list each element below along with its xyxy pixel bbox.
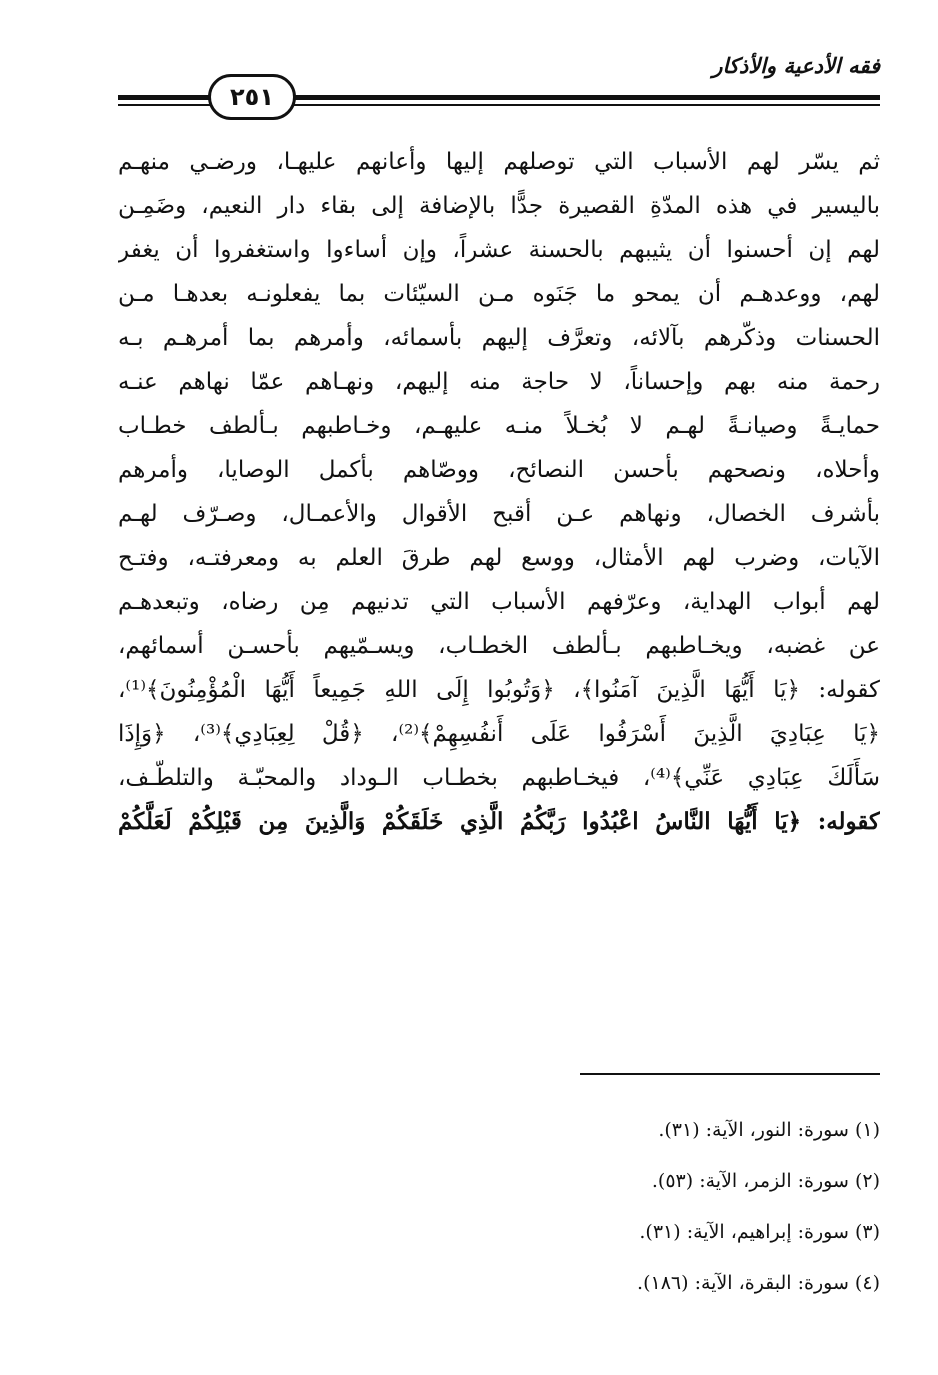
text-line: باليسير في هذه المدّةِ القصيرة جدًّا بالإضافة إلى بقاء دار النعيم، وضَمِـن bbox=[118, 193, 880, 219]
main-text bbox=[118, 140, 880, 844]
text-line: الحسنات وذكّرهم بآلائه، وتعرَّف إليهم بأسمائه، وأمرهم بما أمرهـم بـه bbox=[118, 325, 880, 351]
text-line-quran: سَأَلَكَ عِبَادِي عَنِّي﴾⁽⁴⁾، فيخـاطبهم بخطـاب الـوداد والمحبّـة والتلطّـف، bbox=[118, 765, 880, 791]
text-line: لهم، ووعدهـم أن يمحو ما جَنَوه مـن السيّئات بما يفعلونـه بعدهـا مـن bbox=[118, 281, 880, 307]
footnote-3: (٣) سورة: إبراهيم، الآية: (٣١). bbox=[639, 1221, 880, 1243]
running-head-title: فقه الأدعية والأذكار bbox=[712, 54, 880, 78]
text-line: عن غضبه، ويخـاطبهم بـألطف الخطـاب، ويسـمّيهم بأحسـن أسمائهم، bbox=[118, 633, 880, 659]
footnote-4: (٤) سورة: البقرة، الآية: (١٨٦). bbox=[637, 1272, 880, 1294]
text-line: وأحلاه، ونصحهم بأحسن النصائح، ووصّاهم بأكمل الوصايا، وأمرهم bbox=[118, 457, 880, 483]
text-line-quran: كقوله: ﴿يَا أَيُّهَا الَّذِينَ آمَنُوا﴾، ﴿وَتُوبُوا إِلَى اللهِ جَمِيعاً أَيُّهَا الْمُؤْمِنُونَ﴾⁽¹⁾، bbox=[118, 677, 880, 703]
page-number: ٢٥١ bbox=[230, 83, 274, 111]
text-line: ثم يسّر لهم الأسباب التي توصلهم إليها وأعانهم عليهـا، ورضـي منهـم bbox=[118, 149, 880, 175]
footnote-1: (١) سورة: النور، الآية: (٣١). bbox=[658, 1119, 880, 1141]
footnote-separator bbox=[580, 1073, 880, 1075]
text-line: الآيات، وضرب لهم الأمثال، ووسع لهم طرقَ العلم به ومعرفتـه، وفتـح bbox=[118, 545, 880, 571]
text-line: حمايـةً وصيانـةً لهـم لا بُخـلاً منـه عليهـم، وخـاطبهم بـألطف خطـاب bbox=[118, 413, 880, 439]
footnote-2: (٢) سورة: الزمر، الآية: (٥٣). bbox=[651, 1170, 880, 1192]
text-line: لهم أبواب الهداية، وعرّفهم الأسباب التي تدنيهم مِن رضاه، وتبعدهـم bbox=[118, 589, 880, 615]
page-number-badge bbox=[208, 74, 296, 120]
text-line-quran: كقوله: ﴿يَا أَيُّهَا النَّاسُ اعْبُدُوا رَبَّكُمُ الَّذِي خَلَقَكُمْ وَالَّذِينَ مِن قَبْلِكُمْ لَعَلَّكُمْ bbox=[118, 808, 880, 835]
text-line: بأشرف الخصال، ونهاهم عـن أقبح الأقوال والأعمـال، وصـرّف لهـم bbox=[118, 501, 880, 527]
text-line-quran: ﴿يَا عِبَادِيَ الَّذِينَ أَسْرَفُوا عَلَى أَنفُسِهِمْ﴾⁽²⁾، ﴿قُلْ لِعِبَادِي﴾⁽³⁾، ﴿وَإِذَا bbox=[118, 721, 880, 747]
text-line: لهم إن أحسنوا أن يثيبهم بالحسنة عشراً، وإن أساءوا واستغفروا أن يغفر bbox=[118, 237, 880, 263]
page-header bbox=[118, 52, 880, 132]
text-line: رحمة منه بهم وإحساناً، لا حاجة منه إليهم، ونهـاهم عمّا نهاهم عنـه bbox=[118, 369, 880, 395]
footnotes bbox=[418, 1110, 880, 1314]
